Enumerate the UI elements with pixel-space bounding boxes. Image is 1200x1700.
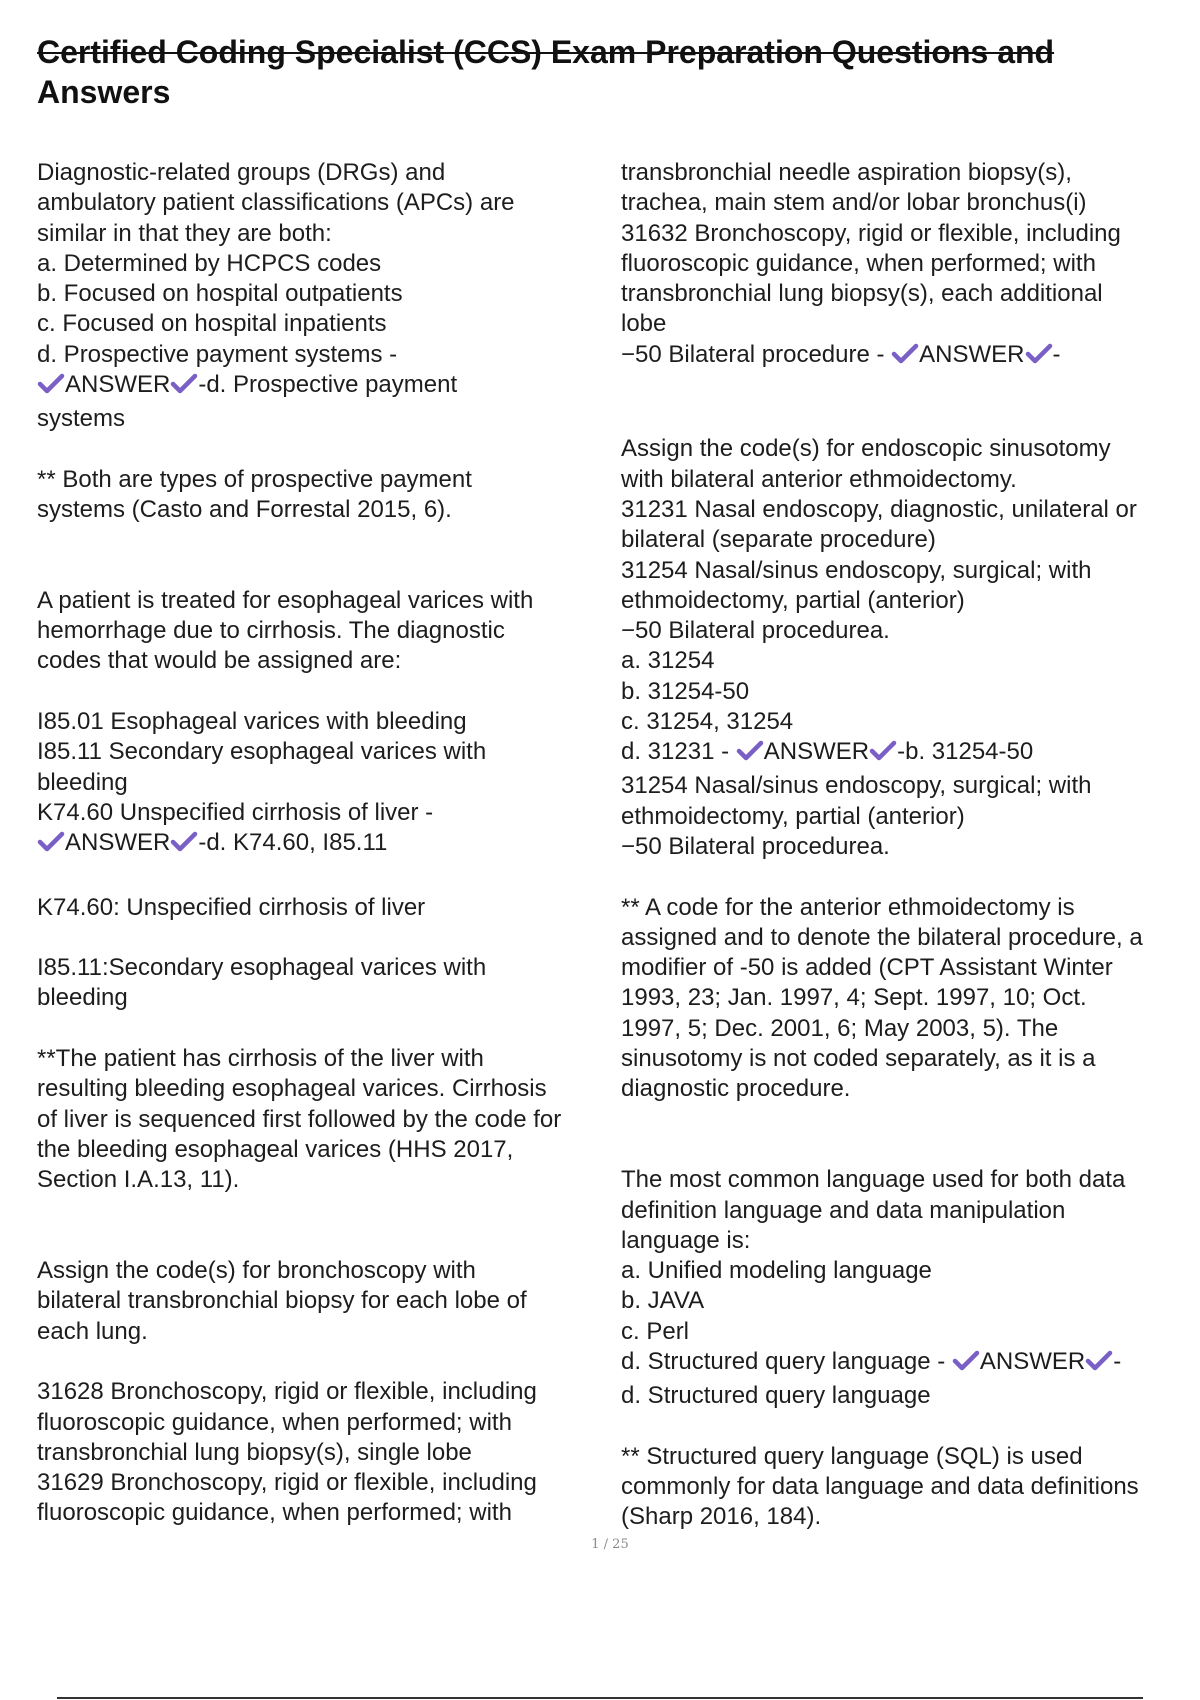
question-sinusotomy xyxy=(621,434,1196,1104)
answer-prefix: d. Structured query language - xyxy=(621,1347,946,1375)
option-c: c. Focused on hospital inpatients xyxy=(37,310,387,338)
answer-prefix: −50 Bilateral procedure - xyxy=(621,340,885,368)
option-c: c. Perl xyxy=(621,1317,690,1345)
option-a: a. Determined by HCPCS codes xyxy=(37,249,382,277)
code-line: bilateral (separate procedure) xyxy=(621,526,936,554)
code-line: fluoroscopic guidance, when performed; with xyxy=(621,249,1096,277)
explanation-line: **The patient has cirrhosis of the liver with xyxy=(37,1045,484,1073)
answer-label: ANSWER xyxy=(979,1347,1086,1375)
option-b: b. Focused on hospital outpatients xyxy=(37,280,403,308)
code-line: transbronchial lung biopsy(s), single lobe xyxy=(37,1438,472,1466)
explanation-line: K74.60: Unspecified cirrhosis of liver xyxy=(37,893,426,921)
code-line: transbronchial lung biopsy(s), each additional xyxy=(621,280,1103,308)
question-bronchoscopy-cont xyxy=(621,158,1196,374)
code-line: 31254 Nasal/sinus endoscopy, surgical; with xyxy=(621,772,1092,800)
question-drg-apc xyxy=(37,158,617,525)
explanation-line: (Sharp 2016, 184). xyxy=(621,1503,822,1531)
option-d: d. Prospective payment systems - xyxy=(37,340,398,368)
question-line: Assign the code(s) for endoscopic sinusotomy xyxy=(621,435,1111,463)
check-icon xyxy=(170,829,198,853)
question-esophageal-varices xyxy=(37,586,617,1196)
answer-suffix: - xyxy=(1052,340,1061,368)
check-icon xyxy=(952,1348,980,1372)
explanation-line: 1993, 23; Jan. 1997, 4; Sept. 1997, 10; Oct. xyxy=(621,984,1087,1012)
code-line: fluoroscopic guidance, when performed; with xyxy=(37,1499,512,1527)
answer-line xyxy=(621,338,1196,374)
explanation-line: systems (Casto and Forrestal 2015, 6). xyxy=(37,495,452,523)
right-column xyxy=(621,158,1196,1532)
question-line: Assign the code(s) for bronchoscopy with xyxy=(37,1257,476,1285)
answer-suffix: - xyxy=(1113,1347,1122,1375)
code-line: trachea, main stem and/or lobar bronchus(i) xyxy=(621,189,1087,217)
option-a: a. 31254 xyxy=(621,647,715,675)
code-line: 31629 Bronchoscopy, rigid or flexible, including xyxy=(37,1469,537,1497)
answer-line xyxy=(37,368,617,404)
code-line: lobe xyxy=(621,310,667,338)
question-line: bilateral transbronchial biopsy for each lobe of xyxy=(37,1287,527,1315)
answer-prefix: d. 31231 - xyxy=(621,738,730,766)
question-line: definition language and data manipulation xyxy=(621,1196,1066,1224)
code-line: 31628 Bronchoscopy, rigid or flexible, including xyxy=(37,1378,537,1406)
question-line: The most common language used for both data xyxy=(621,1166,1126,1194)
option-b: b. JAVA xyxy=(621,1287,705,1315)
explanation-line: ** Structured query language (SQL) is used xyxy=(621,1442,1083,1470)
answer-label: ANSWER xyxy=(65,371,171,399)
code-line: 31231 Nasal endoscopy, diagnostic, unilateral or xyxy=(621,495,1137,523)
bottom-divider xyxy=(57,1697,1143,1699)
code-line: ethmoidectomy, partial (anterior) xyxy=(621,802,965,830)
check-icon xyxy=(1025,341,1053,365)
check-icon xyxy=(869,738,897,762)
answer-text: -b. 31254-50 xyxy=(897,738,1034,766)
check-icon xyxy=(891,341,919,365)
question-line: hemorrhage due to cirrhosis. The diagnostic xyxy=(37,617,505,645)
question-line: each lung. xyxy=(37,1317,148,1345)
code-line: 31632 Bronchoscopy, rigid or flexible, including xyxy=(621,219,1121,247)
answer-line xyxy=(37,826,617,862)
explanation-line: I85.11:Secondary esophageal varices with xyxy=(37,954,487,982)
question-line: Diagnostic-related groups (DRGs) and xyxy=(37,159,446,186)
explanation-line: commonly for data language and data definitions xyxy=(621,1472,1139,1500)
check-icon xyxy=(37,829,65,853)
answer-text: -d. K74.60, I85.11 xyxy=(198,829,388,857)
answer-text-cont: systems xyxy=(37,405,126,433)
explanation-line: assigned and to denote the bilateral procedure, a xyxy=(621,923,1143,951)
option-c: c. 31254, 31254 xyxy=(621,708,794,736)
code-line: ethmoidectomy, partial (anterior) xyxy=(621,586,965,614)
explanation-line: diagnostic procedure. xyxy=(621,1075,851,1103)
page-number: 1 / 25 xyxy=(591,1537,629,1552)
option-a: a. Unified modeling language xyxy=(621,1257,932,1285)
question-line: similar in that they are both: xyxy=(37,219,332,247)
code-line: 31254 Nasal/sinus endoscopy, surgical; with xyxy=(621,556,1092,584)
answer-text: -d. Prospective payment xyxy=(198,371,458,399)
code-line: transbronchial needle aspiration biopsy(s), xyxy=(621,159,1072,186)
explanation-line: ** A code for the anterior ethmoidectomy is xyxy=(621,893,1075,921)
check-icon xyxy=(37,371,65,395)
explanation-line: the bleeding esophageal varices (HHS 2017, xyxy=(37,1135,514,1163)
question-bronchoscopy xyxy=(37,1256,617,1529)
check-icon xyxy=(736,738,764,762)
code-line: I85.01 Esophageal varices with bleeding xyxy=(37,708,467,736)
answer-label: ANSWER xyxy=(919,340,1025,368)
answer-label: ANSWER xyxy=(65,829,171,857)
option-b: b. 31254-50 xyxy=(621,677,750,705)
question-line: codes that would be assigned are: xyxy=(37,647,402,675)
explanation-line: bleeding xyxy=(37,984,128,1012)
explanation-line: modifier of -50 is added (CPT Assistant Winter xyxy=(621,954,1113,982)
code-line: fluoroscopic guidance, when performed; with xyxy=(37,1408,512,1436)
code-line: bleeding xyxy=(37,768,128,796)
question-line: A patient is treated for esophageal varices with xyxy=(37,586,534,614)
explanation-line: resulting bleeding esophageal varices. Cirrhosis xyxy=(37,1075,547,1103)
question-line: ambulatory patient classifications (APCs) are xyxy=(37,189,515,217)
explanation-line: 1997, 5; Dec. 2001, 6; May 2003, 5). The xyxy=(621,1014,1059,1042)
left-column xyxy=(37,158,617,1529)
question-line: language is: xyxy=(621,1226,751,1254)
question-sql xyxy=(621,1165,1196,1532)
question-line: with bilateral anterior ethmoidectomy. xyxy=(621,465,1017,493)
answer-line xyxy=(621,1345,1196,1381)
check-icon xyxy=(170,371,198,395)
explanation-line: ** Both are types of prospective payment xyxy=(37,465,472,493)
explanation-line: sinusotomy is not coded separately, as it is a xyxy=(621,1045,1096,1073)
title-line-1: Certified Coding Specialist (CCS) Exam Preparation Questions and xyxy=(37,34,1055,70)
explanation-line: of liver is sequenced first followed by the code for xyxy=(37,1105,562,1133)
answer-text-cont: d. Structured query language xyxy=(621,1381,931,1409)
check-icon xyxy=(1085,1348,1113,1372)
code-line: −50 Bilateral procedurea. xyxy=(621,617,890,645)
code-line: I85.11 Secondary esophageal varices with xyxy=(37,738,487,766)
title-line-2: Answers xyxy=(37,74,171,110)
explanation-line: Section I.A.13, 11). xyxy=(37,1166,240,1194)
answer-line xyxy=(621,735,1196,771)
answer-label: ANSWER xyxy=(763,738,870,766)
document-title xyxy=(37,32,1197,112)
code-line: −50 Bilateral procedurea. xyxy=(621,832,890,860)
code-line: K74.60 Unspecified cirrhosis of liver - xyxy=(37,798,434,826)
